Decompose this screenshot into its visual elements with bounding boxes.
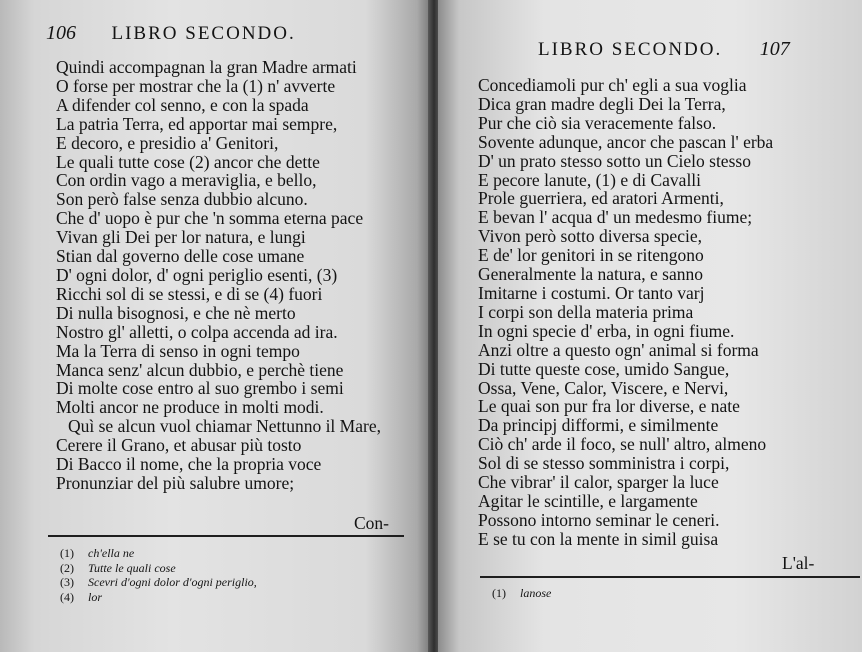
right-running-head: LIBRO SECONDO.: [538, 39, 723, 60]
right-verse-line: Le quai son pur fra lor diverse, e nate: [478, 396, 740, 417]
footnote-number: (1): [60, 546, 74, 560]
right-footnote-rule: [480, 576, 860, 578]
footnote-text: lanose: [520, 586, 552, 600]
left-verse-line: Di Bacco il nome, che la propria voce: [56, 454, 322, 475]
footnote: [60, 590, 257, 605]
right-verse-line: Imitarne i costumi. Or tanto varj: [478, 282, 705, 303]
right-verse-lines: [478, 76, 773, 549]
right-verse-line: Vivon però sotto diversa specie,: [478, 226, 702, 247]
right-verse-line: Da principj difformi, e similmente: [478, 415, 719, 436]
footnote: [60, 575, 257, 590]
right-verse-line: Ciò ch' arde il foco, se null' altro, almeno: [478, 434, 767, 455]
left-verse-line: Stian dal governo delle cose umane: [56, 246, 305, 267]
right-verse-line: Possono intorno seminar le ceneri.: [478, 509, 720, 530]
right-footnotes: [492, 586, 551, 601]
footnote-text: Tutte le quali cose: [88, 560, 176, 575]
right-verse-line: Sovente adunque, ancor che pascan l' erba: [478, 131, 774, 152]
right-verse-line: E se tu con la mente in simil guisa: [478, 528, 719, 549]
footnote-text: lor: [88, 589, 103, 604]
left-verse-line: Ricchi sol di se stessi, e di se (4) fuori: [56, 283, 323, 304]
footnote-number: (4): [60, 589, 74, 604]
left-verse-line: Nostro gl' alletti, o colpa accenda ad ira.: [56, 321, 338, 342]
left-page-number: 106: [46, 22, 76, 44]
right-page: [438, 0, 862, 652]
right-verse-line: Generalmente la natura, e sanno: [478, 264, 703, 285]
right-catchword: L'al-: [782, 553, 815, 573]
footnote-text: ch'ella ne: [88, 546, 135, 560]
right-verse-line: E bevan l' acqua d' un medesmo fiume;: [478, 207, 753, 228]
left-page: [0, 0, 430, 652]
left-verse-line: Che d' uopo è pur che 'n somma eterna pace: [56, 208, 364, 229]
right-verse-line: Anzi oltre a questo ogn' animal si forma: [478, 339, 759, 360]
right-verse-line: Prole guerriera, ed aratori Armenti,: [478, 188, 724, 209]
left-verse-line: E decoro, e presidio a' Genitori,: [56, 132, 279, 153]
right-verse-line: I corpi son della materia prima: [478, 301, 694, 322]
left-verse-line: Cerere il Grano, et abusar più tosto: [56, 435, 302, 456]
footnote-text: Scevri d'ogni dolor d'ogni periglio,: [88, 575, 257, 589]
left-catchword: Con-: [354, 513, 389, 533]
footnote-number: (2): [60, 560, 74, 575]
left-verse-line: Quindi accompagnan la gran Madre armati: [56, 57, 357, 77]
right-verse-line: Pur che ciò sia veracemente falso.: [478, 112, 717, 133]
left-verse-line: D' ogni dolor, d' ogni periglio esenti, (3): [56, 264, 338, 285]
left-footnote-rule: [48, 535, 404, 537]
right-verse-line: Dica gran madre degli Dei la Terra,: [478, 93, 726, 114]
right-verse-line: Agitar le scintille, e largamente: [478, 490, 698, 511]
right-page-number: 107: [759, 38, 790, 60]
right-verse-line: E de' lor genitori in se ritengono: [478, 245, 704, 266]
footnote-number: (1): [492, 586, 506, 600]
left-verse-line: Vivan gli Dei per lor natura, e lungi: [56, 227, 306, 248]
right-verse-line: Sol di se stesso somministra i corpi,: [478, 453, 730, 474]
left-page-header: [46, 22, 296, 45]
footnote: [492, 586, 551, 601]
right-verse-line: Concediamoli pur ch' egli a sua voglia: [478, 75, 747, 95]
left-verse-line: O forse per mostrar che la (1) n' avverte: [56, 75, 336, 96]
right-page-header: [538, 38, 790, 61]
left-running-head: LIBRO SECONDO.: [111, 23, 296, 44]
left-verse-line: Di molte cose entro al suo grembo i semi: [56, 378, 344, 399]
left-verse-line: Con ordin vago a meraviglia, e bello,: [56, 170, 317, 191]
left-verse-line: Pronunziar del più salubre umore;: [56, 472, 295, 493]
left-verse-line: A difender col senno, e con la spada: [56, 94, 309, 115]
left-verse-line: Le quali tutte cose (2) ancor che dette: [56, 151, 320, 172]
right-verse-line: Che vibrar' il calor, sparger la luce: [478, 472, 719, 493]
footnote: [60, 546, 257, 561]
left-footnotes: [60, 546, 257, 604]
footnote-number: (3): [60, 575, 74, 589]
right-verse-line: Ossa, Vene, Calor, Viscere, e Nervi,: [478, 377, 729, 398]
left-verse-line: Son però false senza dubbio alcuno.: [56, 189, 308, 210]
left-verse-line: Molti ancor ne produce in molti modi.: [56, 397, 324, 418]
right-verse-line: E pecore lanute, (1) e di Cavalli: [478, 169, 702, 190]
right-verse-line: In ogni specie d' erba, in ogni fiume.: [478, 320, 735, 341]
left-verse-line: La patria Terra, ed apportar mai sempre,: [56, 113, 338, 134]
footnote: [60, 561, 257, 576]
left-verse-line: Manca senz' alcun dubbio, e perchè tiene: [56, 359, 344, 380]
left-verse-line: Di nulla bisognosi, e che nè merto: [56, 302, 296, 323]
right-verse-line: D' un prato stesso sotto un Cielo stesso: [478, 150, 751, 171]
left-verse-lines: [56, 58, 381, 493]
left-verse-line: Quì se alcun vuol chiamar Nettunno il Mare,: [68, 416, 381, 437]
right-verse-line: Di tutte queste cose, umido Sangue,: [478, 358, 730, 379]
left-verse-line: Ma la Terra di senso in ogni tempo: [56, 340, 300, 361]
